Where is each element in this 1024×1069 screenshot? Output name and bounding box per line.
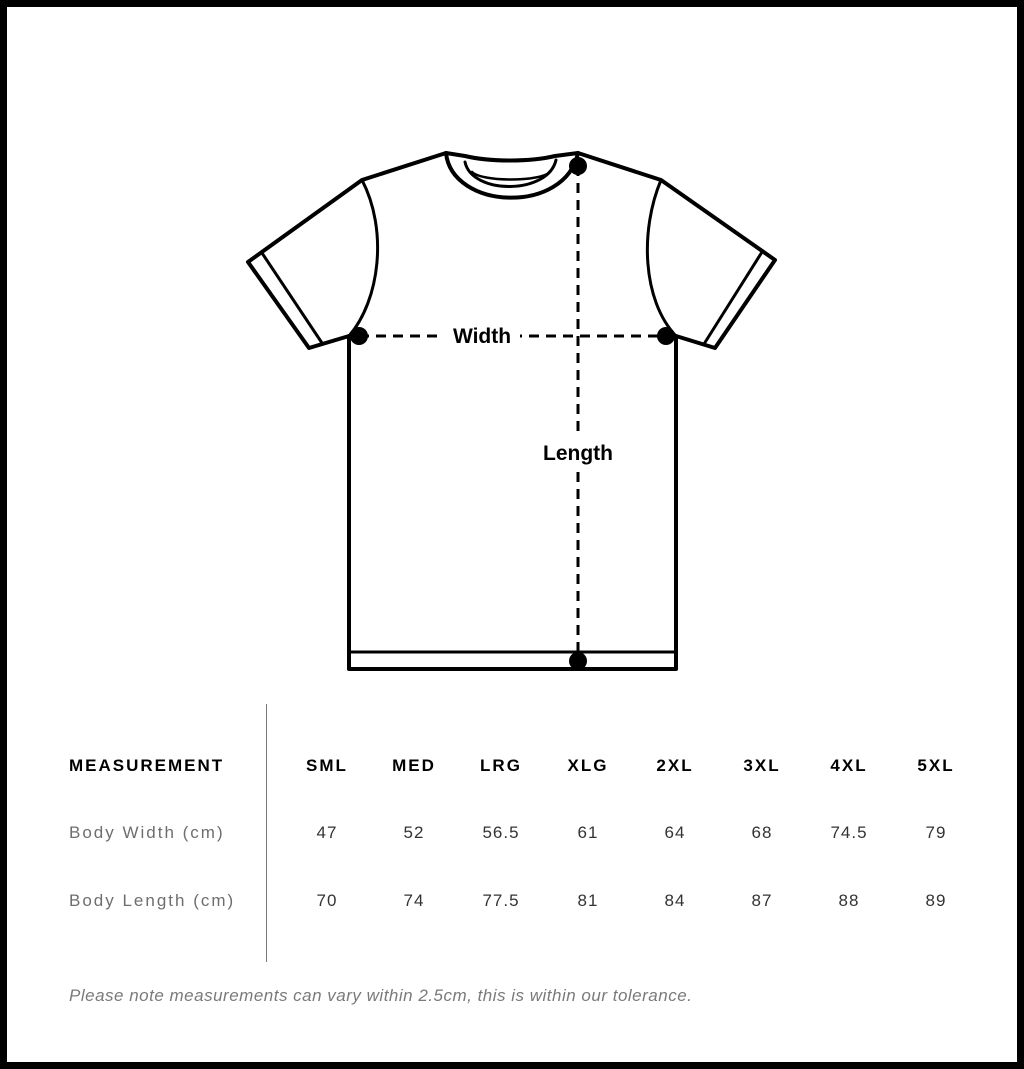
body-width-4xl: 74.5 [830,823,868,842]
body-length-sml: 70 [316,891,338,910]
size-header-lrg: LRG [480,756,522,775]
length-bottom-point [569,652,587,670]
size-header-2xl: 2XL [656,756,694,775]
body-width-xlg: 61 [577,823,599,842]
collar-inner [465,160,556,187]
body-length-3xl: 87 [751,891,773,910]
measurement-header: MEASUREMENT [69,756,225,775]
width-left-point [350,327,368,345]
size-header-4xl: 4XL [830,756,868,775]
right-sleeve-hem [704,252,762,344]
body-width-3xl: 68 [751,823,773,842]
body-length-2xl: 84 [664,891,686,910]
width-right-point [657,327,675,345]
length-top-point [569,157,587,175]
collar-inner-2 [472,172,550,180]
size-header-sml: SML [306,756,348,775]
size-header-xlg: XLG [567,756,609,775]
tshirt-outline [248,153,775,669]
body-length-lrg: 77.5 [482,891,520,910]
body-length-med: 74 [403,891,425,910]
row-label-body-length: Body Length (cm) [69,891,236,910]
body-width-sml: 47 [316,823,338,842]
body-width-2xl: 64 [664,823,686,842]
body-length-5xl: 89 [925,891,947,910]
width-label: Width [452,325,512,348]
size-header-3xl: 3XL [743,756,781,775]
body-length-4xl: 88 [838,891,860,910]
tolerance-note: Please note measurements can vary within 2.5cm, this is within our tolerance. [69,986,693,1005]
table-divider [266,704,267,962]
size-header-med: MED [392,756,436,775]
left-armhole-seam [349,180,378,336]
length-label: Length [543,442,613,465]
body-length-xlg: 81 [577,891,599,910]
body-width-lrg: 56.5 [482,823,520,842]
size-header-5xl: 5XL [917,756,955,775]
right-armhole-seam [647,180,676,336]
body-width-med: 52 [403,823,425,842]
row-label-body-width: Body Width (cm) [69,823,225,842]
left-sleeve-hem [262,253,322,343]
body-width-5xl: 79 [925,823,947,842]
